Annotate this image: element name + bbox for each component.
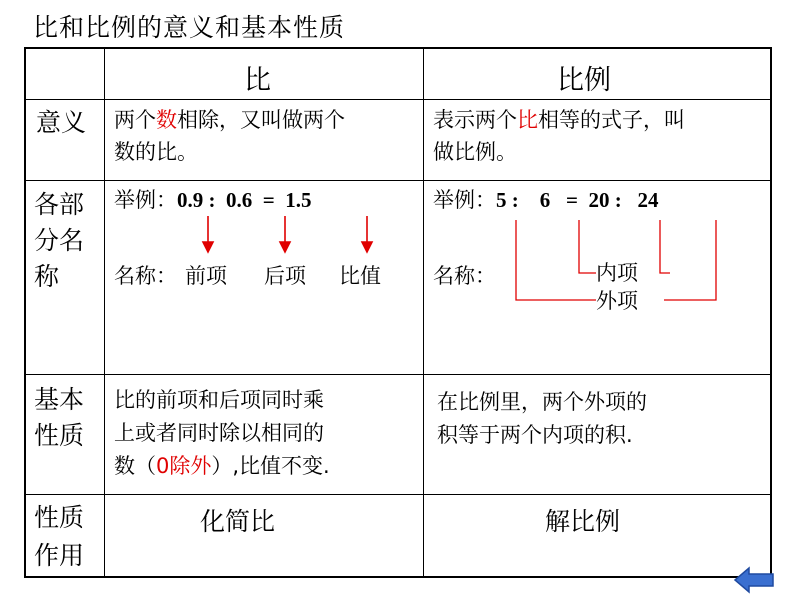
ratio-use: 化简比 <box>200 507 276 536</box>
ratio-property-line1: 比的前项和后项同时乘 <box>114 388 324 412</box>
row-label-parts-3: 称 <box>34 262 60 291</box>
row-label-meaning: 意义 <box>36 108 87 137</box>
ratio-property-line3: 数（0除外）,比值不变. <box>114 454 330 478</box>
row-label-use-1: 性质 <box>34 503 85 532</box>
proportion-example: 举例：5 : 6 = 20 : 24 <box>433 188 659 212</box>
proportion-meaning-line1: 表示两个比相等的式子，叫 <box>433 108 685 132</box>
proportion-inner-terms: 内项 <box>596 261 638 285</box>
proportion-outer-terms: 外项 <box>596 289 638 313</box>
back-button[interactable] <box>733 566 775 594</box>
ratio-example: 举例：0.9 : 0.6 = 1.5 <box>114 188 312 212</box>
proportion-name-label: 名称： <box>433 264 496 288</box>
ratio-name-consequent: 后项 <box>264 264 306 288</box>
row-label-parts-2: 分名 <box>34 226 85 255</box>
column-header-ratio: 比 <box>244 65 271 96</box>
ratio-name-antecedent: 前项 <box>185 264 227 288</box>
ratio-part-arrows <box>105 210 423 260</box>
row-label-property-2: 性质 <box>34 421 85 450</box>
row-label-property-1: 基本 <box>34 385 85 414</box>
proportion-property-line2: 积等于两个内项的积. <box>437 423 633 447</box>
ratio-name-label: 名称： <box>114 264 177 288</box>
ratio-meaning-line1: 两个数相除，又叫做两个 <box>114 108 345 132</box>
column-header-proportion: 比例 <box>557 65 611 96</box>
proportion-use: 解比例 <box>545 507 621 536</box>
proportion-meaning-line2: 做比例。 <box>433 140 517 164</box>
back-arrow-icon <box>733 566 775 594</box>
row-label-use-2: 作用 <box>34 541 85 570</box>
ratio-name-value: 比值 <box>339 264 381 288</box>
row-label-parts-1: 各部 <box>34 190 85 219</box>
ratio-property-line2: 上或者同时除以相同的 <box>114 421 324 445</box>
ratio-meaning-line2: 数的比。 <box>114 140 198 164</box>
proportion-property-line1: 在比例里，两个外项的 <box>437 390 647 414</box>
page-title: 比和比例的意义和基本性质 <box>33 13 346 42</box>
